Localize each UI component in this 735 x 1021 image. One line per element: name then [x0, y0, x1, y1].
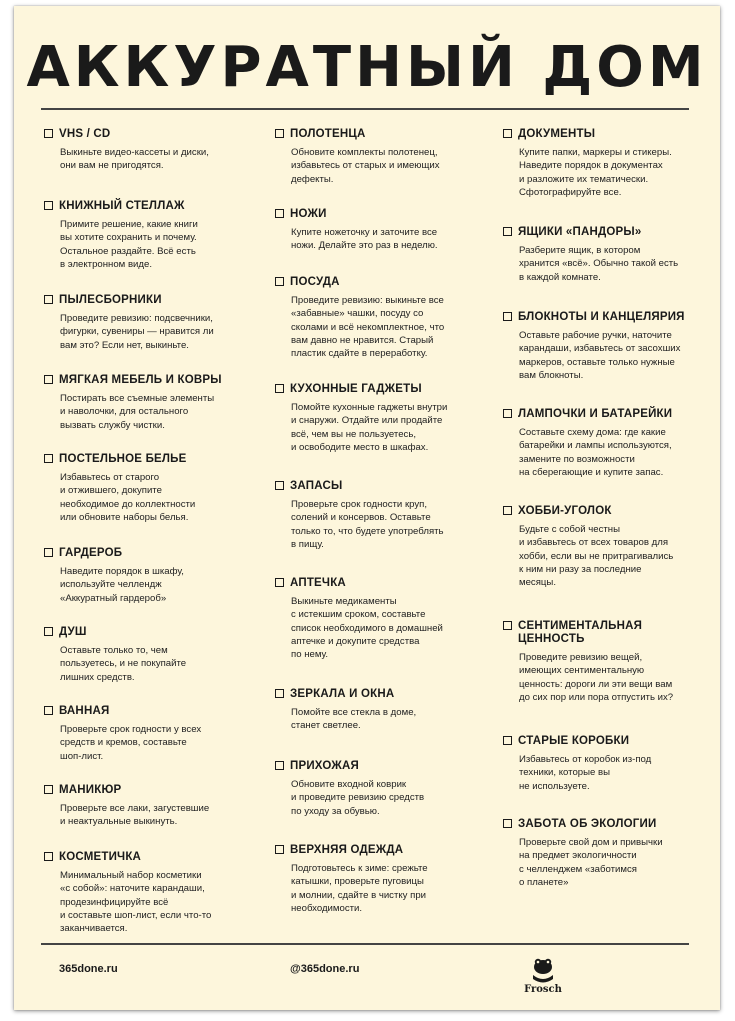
item-description: Примите решение, какие книги вы хотите сохранить и почему. Остальное раздайте. Всё есть в электронном виде.: [60, 219, 198, 270]
checklist-item: [503, 408, 708, 479]
checklist-item: [275, 844, 480, 915]
item-title: VHS / CD: [59, 128, 111, 140]
item-description: Обновите комплекты полотенец, избавьтесь от старых и имеющих дефекты.: [291, 147, 440, 185]
item-description: Проверьте срок годности круп, солений и консервов. Оставьте только то, что будете употреблять в пищу.: [291, 499, 444, 550]
checkbox[interactable]: [275, 481, 284, 490]
checklist-item: [275, 128, 480, 186]
checklist-item: [44, 453, 249, 524]
item-description: Наведите порядок в шкафу, используйте челлендж «Аккуратный гардероб»: [60, 566, 184, 604]
item-title: НОЖИ: [290, 208, 327, 220]
item-title: ВЕРХНЯЯ ОДЕЖДА: [290, 844, 404, 856]
checklist-item: [275, 383, 480, 454]
item-title: ДОКУМЕНТЫ: [518, 128, 596, 140]
checkbox[interactable]: [44, 201, 53, 210]
item-description: Подготовьтесь к зиме: срежьте катышки, проверьте пуговицы и молнии, сдайте в чистку при необходимости.: [291, 863, 428, 914]
item-title: СТАРЫЕ КОРОБКИ: [518, 735, 630, 747]
checkbox[interactable]: [44, 785, 53, 794]
checkbox[interactable]: [275, 845, 284, 854]
page-title: АККУРАТНЫЙ ДОМ: [26, 35, 708, 100]
item-title: ПЫЛЕСБОРНИКИ: [59, 294, 162, 306]
checkbox[interactable]: [44, 706, 53, 715]
item-title: КУХОННЫЕ ГАДЖЕТЫ: [290, 383, 422, 395]
checkbox[interactable]: [275, 578, 284, 587]
item-description: Обновите входной коврик и проведите ревизию средств по уходу за обувью.: [291, 779, 425, 817]
checklist-item: [503, 226, 708, 284]
checkbox[interactable]: [503, 129, 512, 138]
item-title: ЗАПАСЫ: [290, 480, 343, 492]
item-title: ЗЕРКАЛА И ОКНА: [290, 688, 395, 700]
footer-social-handle[interactable]: @365done.ru: [290, 963, 360, 975]
item-description: Оставьте рабочие ручки, наточите карандаши, избавьтесь от засохших маркеров, оставьте только нужные вам блокноты.: [519, 330, 681, 381]
item-title: КОСМЕТИЧКА: [59, 851, 142, 863]
checkbox[interactable]: [275, 761, 284, 770]
checklist-item: [44, 547, 249, 605]
checkbox[interactable]: [44, 129, 53, 138]
checkbox[interactable]: [275, 384, 284, 393]
checklist-item: [44, 128, 249, 173]
checkbox[interactable]: [503, 736, 512, 745]
checkbox[interactable]: [44, 548, 53, 557]
item-title: ДУШ: [59, 626, 87, 638]
checklist-item: [503, 620, 708, 704]
frosch-logo-icon: [519, 953, 567, 999]
checklist-item: [503, 818, 708, 889]
checklist-item: [503, 735, 708, 793]
checkbox[interactable]: [503, 312, 512, 321]
item-title: ЗАБОТА ОБ ЭКОЛОГИИ: [518, 818, 657, 830]
item-title: ГАРДЕРОБ: [59, 547, 123, 559]
item-description: Проверьте свой дом и привычки на предмет экологичности с челленджем «заботимся о планете»: [519, 837, 663, 888]
frog-pupil-left: [537, 961, 540, 964]
checklist-item: [275, 208, 480, 253]
checklist-item: [44, 784, 249, 829]
checklist-item: [275, 760, 480, 818]
frog-pupil-right: [547, 961, 550, 964]
item-description: Составьте схему дома: где какие батарейки и лампы используются, замените по возможности на сберегающие и купите запас.: [519, 427, 672, 478]
item-description: Проверьте все лаки, загустевшие и неактуальные выкинуть.: [60, 803, 210, 828]
item-description: Помойте все стекла в доме, станет светлее.: [291, 707, 417, 732]
checkbox[interactable]: [503, 621, 512, 630]
checklist-item: [44, 294, 249, 352]
bottom-divider: [41, 943, 689, 945]
checklist-item: [503, 505, 708, 589]
checkbox[interactable]: [275, 277, 284, 286]
item-title: ЛАМПОЧКИ И БАТАРЕЙКИ: [518, 408, 673, 420]
checkbox[interactable]: [44, 454, 53, 463]
item-description: Проведите ревизию: выкиньте все «забавные» чашки, посуду со сколами и всё некомплектное, что вам давно не нравится. Старый пластик сдайте в переработку.: [291, 295, 445, 360]
checklist-item: [44, 705, 249, 763]
checkbox[interactable]: [44, 295, 53, 304]
checkbox[interactable]: [503, 409, 512, 418]
checkbox[interactable]: [44, 375, 53, 384]
checklist-item: [275, 577, 480, 661]
checklist-item: [503, 128, 708, 199]
item-description: Избавьтесь от старого и отжившего, докупите необходимое до коллектности или обновите наборы белья.: [60, 472, 196, 523]
checkbox[interactable]: [275, 129, 284, 138]
item-description: Избавьтесь от коробок из-под техники, которые вы не используете.: [519, 754, 652, 792]
item-description: Проверьте срок годности у всех средств и кремов, составьте шоп-лист.: [60, 724, 202, 762]
item-title: МАНИКЮР: [59, 784, 122, 796]
item-description: Постирать все съемные элементы и наволочки, для остального вызвать службу чистки.: [60, 393, 215, 431]
item-description: Выкиньте медикаменты с истекшим сроком, составьте список необходимого в домашней аптечке и докупите средства по нему.: [291, 596, 443, 661]
item-description: Оставьте только то, чем пользуетесь, и не покупайте лишних средств.: [60, 645, 187, 683]
checklist-item: [275, 480, 480, 551]
item-title: ПОСТЕЛЬНОЕ БЕЛЬЕ: [59, 453, 187, 465]
logo-wordmark: Frosch: [524, 984, 562, 995]
checklist-item: [44, 374, 249, 432]
checkbox[interactable]: [44, 627, 53, 636]
item-description: Проведите ревизию: подсвечники, фигурки, сувениры — нравится ли вам это? Если нет, выкиньте.: [60, 313, 214, 351]
checkbox[interactable]: [275, 689, 284, 698]
checklist-item: [44, 200, 249, 271]
item-description: Выкиньте видео-кассеты и диски, они вам не пригодятся.: [60, 147, 209, 172]
item-title: БЛОКНОТЫ И КАНЦЕЛЯРИЯ: [518, 311, 685, 323]
item-title: ЯЩИКИ «ПАНДОРЫ»: [518, 226, 642, 238]
item-title: ПОЛОТЕНЦА: [290, 128, 366, 140]
item-title: ХОББИ-УГОЛОК: [518, 505, 612, 517]
item-description: Купите папки, маркеры и стикеры. Наведите порядок в документах и разложите их тематически. Сфотографируйте все.: [519, 147, 672, 198]
item-description: Минимальный набор косметики «с собой»: наточите карандаши, продезинфицируйте всё и составьте шоп-лист, если что-то заканчивается.: [60, 870, 212, 935]
item-description: Помойте кухонные гаджеты внутри и снаружи. Отдайте или продайте всё, чем вы не пользуетесь, и освободите место в шкафах.: [291, 402, 448, 453]
item-description: Разберите ящик, в котором хранится «всё». Обычно такой есть в каждой комнате.: [519, 245, 679, 283]
checklist-item: [44, 851, 249, 935]
item-description: Купите ножеточку и заточите все ножи. Делайте это раз в неделю.: [291, 227, 438, 252]
checkbox[interactable]: [503, 227, 512, 236]
checklist-item: [275, 276, 480, 360]
item-title: ПРИХОЖАЯ: [290, 760, 359, 772]
item-description: Будьте с собой честны и избавьтесь от всех товаров для хобби, если вы не притрагивались к ним ни разу за последние месяцы.: [519, 524, 674, 589]
checklist-item: [275, 688, 480, 733]
checkbox[interactable]: [503, 506, 512, 515]
item-title: АПТЕЧКА: [290, 577, 346, 589]
checklist-page: [14, 6, 720, 1010]
item-title: ВАННАЯ: [59, 705, 110, 717]
top-divider: [41, 108, 689, 110]
footer-site-link[interactable]: 365done.ru: [59, 963, 118, 975]
item-title: ПОСУДА: [290, 276, 340, 288]
checklist-item: [44, 626, 249, 684]
checkbox[interactable]: [275, 209, 284, 218]
item-title: МЯГКАЯ МЕБЕЛЬ И КОВРЫ: [59, 374, 222, 386]
item-title: СЕНТИМЕНТАЛЬНАЯ ЦЕННОСТЬ: [518, 620, 643, 645]
item-description: Проведите ревизию вещей, имеющих сентиментальную ценность: дороги ли эти вещи вам до сих пор или пора отпустить их?: [519, 652, 674, 703]
frog-body-shape: [533, 975, 553, 983]
checkbox[interactable]: [503, 819, 512, 828]
checklist-item: [503, 311, 708, 382]
item-title: КНИЖНЫЙ СТЕЛЛАЖ: [59, 200, 185, 212]
checkbox[interactable]: [44, 852, 53, 861]
